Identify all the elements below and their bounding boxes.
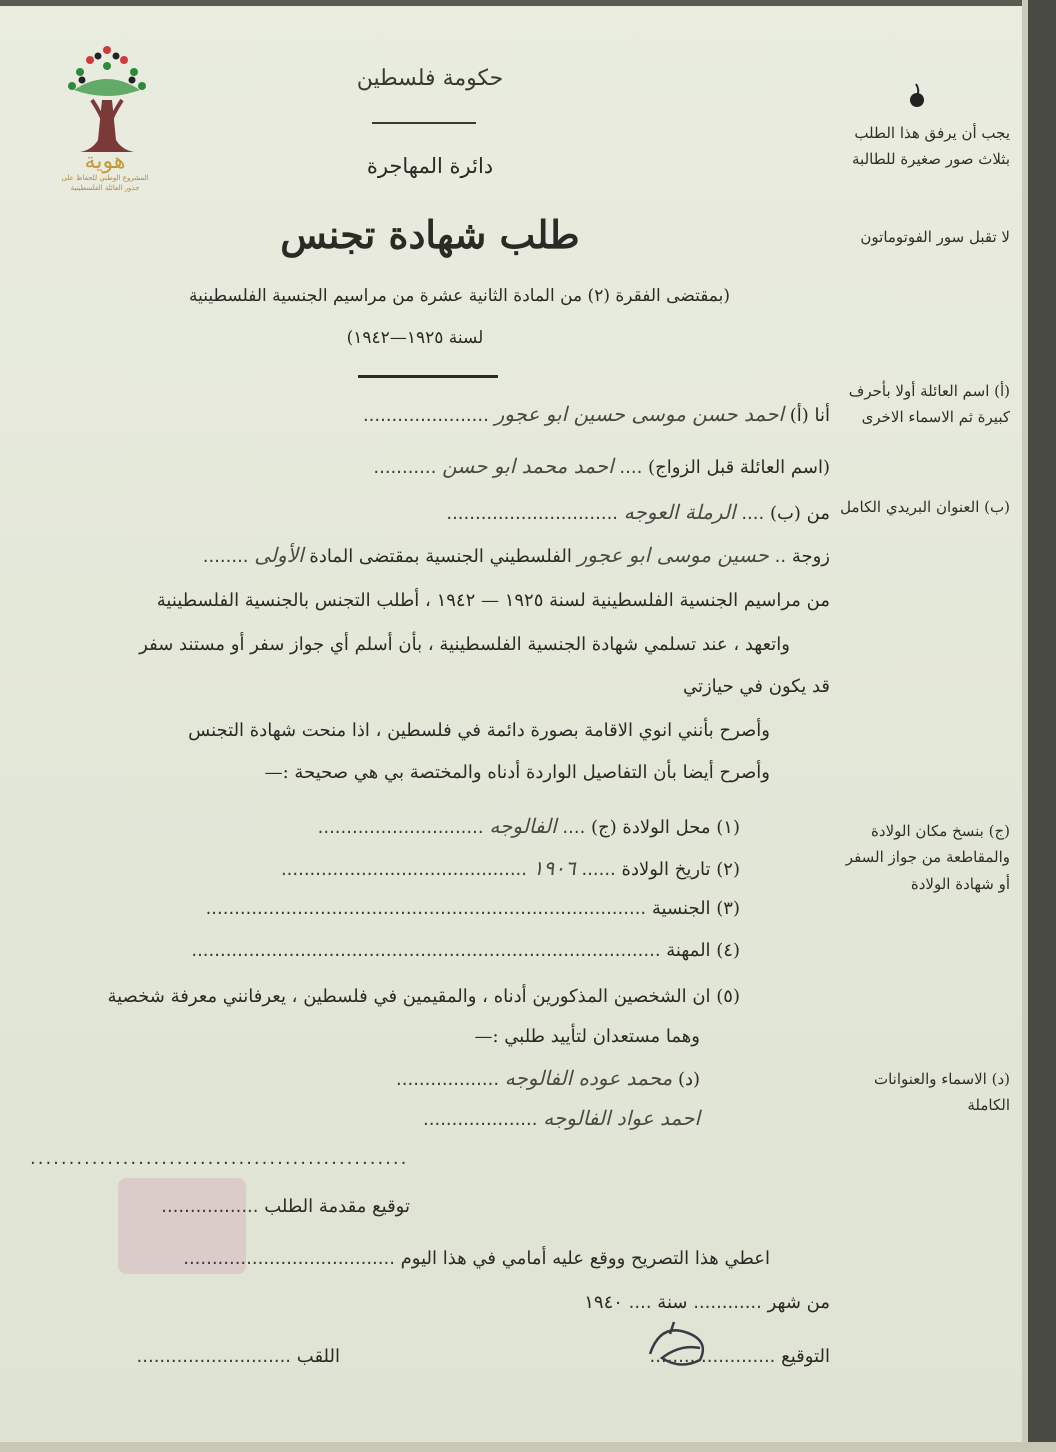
referee-1-value[interactable]: محمد عوده الفالوجه [504, 1066, 673, 1090]
declaration-line: اعطي هذا التصريح ووقع عليه أمامي في هذا اليوم ..................................... [183, 1248, 770, 1269]
year-label: سنة [657, 1292, 688, 1313]
para-3: قد يكون في حيازتي [682, 676, 830, 697]
handwritten-signature-icon [640, 1314, 730, 1374]
para-4: وأصرح بأنني انوي الاقامة بصورة دائمة في فلسطين ، اذا منحت شهادة التجنس [188, 720, 770, 741]
department-heading: دائرة المهاجرة [366, 154, 494, 178]
year-value: ١٩٤٠ [584, 1292, 623, 1313]
referees-line-2: وهما مستعدان لتأييد طلبي :— [474, 1026, 700, 1047]
wife-article[interactable]: الأولى [254, 543, 304, 567]
referee-3-line: ................................................. [30, 1148, 409, 1169]
birthdate-value[interactable]: ١٩٠٦ [532, 856, 576, 880]
para-2: واتعهد ، عند تسلمي شهادة الجنسية الفلسطينية ، بأن أسلم أي جواز سفر أو مستند سفر [139, 634, 790, 655]
logo-name: هوية [84, 149, 126, 174]
wife-text: الفلسطيني الجنسية بمقتضى المادة [309, 546, 572, 567]
maiden-label: (اسم العائلة قبل الزواج) [648, 457, 830, 478]
birthplace-line: (١) محل الولادة (ج) .... الفالوجه ............................. [317, 814, 740, 838]
heading-divider [372, 122, 476, 124]
wife-label: زوجة [791, 546, 830, 567]
title-divider [358, 375, 498, 378]
birthplace-value[interactable]: الفالوجه [489, 814, 557, 838]
form-title: طلب شهادة تجنس [280, 212, 580, 257]
ink-blot-icon [904, 82, 930, 110]
date-line: من شهر ............ سنة .... ١٩٤٠ [584, 1292, 830, 1313]
wife-line: زوجة .. حسين موسى ابو عجور الفلسطيني الجنسية بمقتضى المادة الأولى ........ [202, 543, 830, 567]
address-value[interactable]: الرملة العوجه [623, 500, 736, 524]
declaration-text: اعطي هذا التصريح ووقع عليه أمامي في هذا اليوم [400, 1248, 770, 1269]
official-signature-line: التوقيع ...................... [649, 1346, 830, 1367]
para-5: وأصرح أيضا بأن التفاصيل الواردة أدناه والمختصة بي هي صحيحة :— [264, 762, 770, 783]
referee-2-line: احمد عواد الفالوجه .................... [423, 1106, 700, 1130]
title-line: اللقب ........................... [136, 1346, 340, 1367]
referees-line-1: (٥) ان الشخصين المذكورين أدناه ، والمقيمين في فلسطين ، يعرفانني معرفة شخصية [107, 986, 740, 1007]
nationality-label: (٣) الجنسية [651, 898, 740, 919]
occupation-line: (٤) المهنة .................................................................................. [191, 940, 740, 961]
logo-text [40, 150, 170, 194]
scan-bottom-edge [0, 1442, 1056, 1452]
note-photomaton: لا تقبل سور الفوتوماتون [860, 228, 1010, 246]
official-signature-label: التوقيع [781, 1346, 830, 1367]
government-heading: حكومة فلسطين [356, 66, 504, 91]
title-label: اللقب [296, 1346, 340, 1367]
occupation-label: (٤) المهنة [666, 940, 740, 961]
form-subtitle: (بمقتضى الفقرة (٢) من المادة الثانية عشرة من مراسيم الجنسية الفلسطينية [189, 286, 730, 306]
scan-right-edge [1028, 0, 1056, 1452]
wife-value[interactable]: حسين موسى ابو عجور [577, 543, 769, 567]
maiden-name-line: (اسم العائلة قبل الزواج) .... احمد محمد ابو حسن ........... [373, 454, 830, 478]
applicant-signature-label: توقيع مقدمة الطلب [264, 1196, 410, 1217]
month-label: من شهر [767, 1292, 830, 1313]
birthdate-line: (٢) تاريخ الولادة ...... ١٩٠٦ ........................................... [280, 856, 740, 880]
note-photos: يجب أن يرفق هذا الطلب بثلاث صور صغيرة للطالبة [852, 124, 1010, 169]
logo-tagline-1: المشروع الوطني للحفاظ على [61, 174, 149, 183]
scan-top-edge [0, 0, 1056, 6]
maiden-value[interactable]: احمد محمد ابو حسن [442, 454, 614, 478]
name-dots: ...................... [362, 405, 489, 426]
referee-1-line: (د) محمد عوده الفالوجه .................. [396, 1066, 700, 1090]
logo-tree-icon [52, 40, 162, 230]
birthdate-label: (٢) تاريخ الولادة [621, 859, 740, 880]
note-a: (أ) اسم العائلة أولا بأحرف كبيرة ثم الاسماء الاخرى [848, 382, 1010, 427]
para-1: من مراسيم الجنسية الفلسطينية لسنة ١٩٢٥ — ١٩٤٢ ، أطلب التجنس بالجنسية الفلسطينية [156, 590, 830, 611]
address-line: من (ب) .... الرملة العوجه .............................. [446, 500, 830, 524]
name-value[interactable]: احمد حسن موسى حسين ابو عجور [494, 402, 784, 426]
nationality-line: (٣) الجنسية ............................................................................. [205, 898, 740, 919]
address-label: من (ب) [769, 503, 830, 524]
referee-label: (د) [677, 1069, 700, 1090]
form-year-range: لسنة ١٩٢٥—١٩٤٢) [346, 328, 484, 348]
birthplace-label: (١) محل الولادة (ج) [591, 817, 740, 838]
note-d: (د) الاسماء والعنوانات الكاملة [873, 1070, 1010, 1115]
note-c: (ج) بنسخ مكان الولادة والمقاطعة من جواز السفر أو شهادة الولادة [845, 822, 1010, 893]
referee-2-value[interactable]: احمد عواد الفالوجه [543, 1106, 700, 1130]
name-line [30, 402, 830, 426]
note-b: (ب) العنوان البريدي الكامل [840, 498, 1010, 516]
applicant-signature-line: توقيع مقدمة الطلب ................. [161, 1196, 410, 1217]
name-label: أنا (أ) [789, 405, 830, 426]
logo-tagline-2: جذور العائلة الفلسطينية [70, 183, 140, 192]
